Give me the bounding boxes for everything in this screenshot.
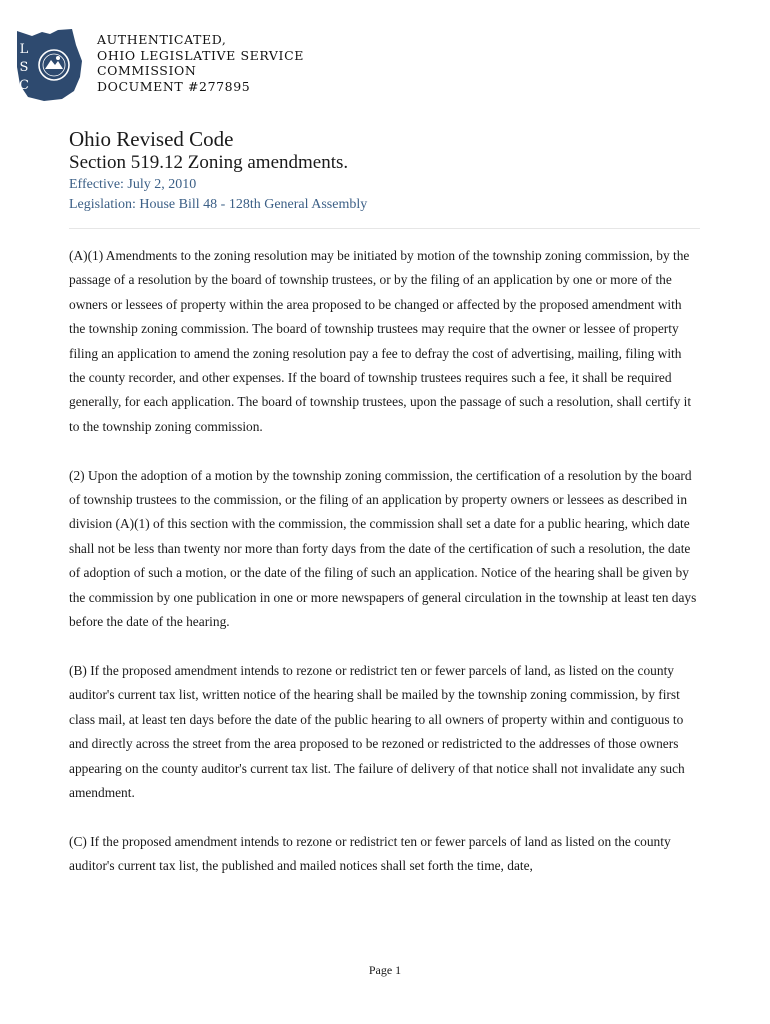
section-heading: Section 519.12 Zoning amendments. (69, 152, 349, 173)
auth-line: COMMISSION (97, 63, 197, 78)
auth-line: DOCUMENT #277895 (97, 78, 251, 94)
document-body (69, 244, 700, 903)
authentication-stamp (97, 32, 304, 94)
svg-text:C: C (19, 78, 29, 93)
paragraph: (A)(1) Amendments to the zoning resolution may be initiated by motion of the township zoning commission, by the passage of a resolution by the board of township trustees, or by the filing of an application by one or more of the owners or lessees of property within the area proposed to be changed or affected by the proposed amendment with the township zoning commission. The board of township trustees may require that the owner or lessee of property filing an application to amend the zoning resolution pay a fee to defray the cost of advertising, mailing, filing with the county recorder, and other expenses. If the board of township trustees requires such a fee, it shall be required generally, for each application. The board of township trustees, upon the passage of such a resolution, shall certify it to the township zoning commission. (69, 248, 692, 434)
paragraph: (B) If the proposed amendment intends to rezone or redistrict ten or fewer parcels of land, as listed on the county auditor's current tax list, written notice of the hearing shall be mailed by the township zoning commission, by first class mail, at least ten days before the date of the public hearing to all owners of property within and contiguous to and directly across the street from the area proposed to be rezoned or redistricted to the addresses of those owners appearing on the county auditor's current tax list. The failure of delivery of that notice shall not invalidate any such amendment. (69, 662, 685, 800)
lsc-ohio-seal-logo (14, 27, 88, 103)
paragraph: (2) Upon the adoption of a motion by the township zoning commission, the certification of a resolution by the board of township trustees to the commission, or the filing of an application by property owners or lessees as described in division (A)(1) of this section with the commission, the commission shall set a date for a public hearing, which date shall not be less than twenty nor more than forty days from the date of the certification of such a resolution, the date of adoption of such a motion, or the date of the filing of such an application. Notice of the hearing shall be given by the commission by one publication in one or more newspapers of general circulation in the township at least ten days before the date of the hearing. (69, 467, 697, 630)
document-title: Ohio Revised Code (69, 127, 234, 151)
auth-line: OHIO LEGISLATIVE SERVICE (97, 47, 304, 63)
page-number: Page 1 (368, 963, 402, 977)
auth-line: AUTHENTICATED, (97, 32, 227, 47)
effective-date: Effective: July 2, 2010 (69, 177, 197, 192)
svg-text:S: S (19, 60, 29, 75)
legislation-info: Legislation: House Bill 48 - 128th General Assembly (69, 197, 368, 212)
divider (69, 228, 700, 229)
paragraph: (C) If the proposed amendment intends to rezone or redistrict ten or fewer parcels of land as listed on the county auditor's current tax list, the published and mailed notices shall set forth the time, date, (69, 833, 671, 874)
svg-text:L: L (19, 42, 29, 57)
